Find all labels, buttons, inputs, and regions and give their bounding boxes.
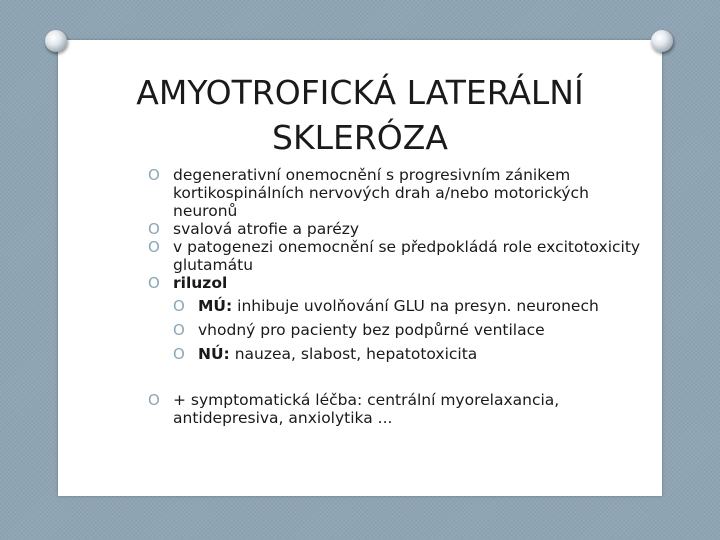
bullet-item <box>148 220 648 238</box>
slide-title <box>58 70 662 160</box>
title-line-1: AMYOTROFICKÁ LATERÁLNÍ <box>136 73 584 112</box>
bullet-marker-icon: O <box>173 345 185 363</box>
bullet-text: nauzea, slabost, hepatotoxicita <box>234 345 478 363</box>
bullet-text: + symptomatická léčba: centrální myorelaxancia, antidepresiva, anxiolytika ... <box>173 391 560 427</box>
bullet-item <box>148 391 648 427</box>
bullet-text: inhibuje uvolňování GLU na presyn. neuronech <box>237 297 599 315</box>
sub-bullet-item <box>173 297 648 315</box>
bullet-text: svalová atrofie a parézy <box>173 220 360 238</box>
title-line-2: SKLERÓZA <box>272 118 448 157</box>
bullet-item <box>148 166 648 220</box>
bullet-prefix: MÚ: <box>198 297 233 315</box>
sub-bullet-item <box>173 321 648 339</box>
bullet-marker-icon: O <box>173 321 185 339</box>
bullet-marker-icon: O <box>148 220 160 238</box>
bullet-item <box>148 274 648 292</box>
bullet-marker-icon: O <box>148 391 160 409</box>
bullet-list <box>148 166 648 427</box>
bullet-text: riluzol <box>173 274 228 292</box>
bullet-item <box>148 238 648 274</box>
bullet-marker-icon: O <box>148 238 160 256</box>
pushpin-icon <box>651 30 673 52</box>
bullet-text: vhodný pro pacienty bez podpůrné ventilace <box>198 321 545 339</box>
bullet-marker-icon: O <box>173 297 185 315</box>
pushpin-icon <box>45 30 67 52</box>
bullet-marker-icon: O <box>148 274 160 292</box>
bullet-marker-icon: O <box>148 166 160 184</box>
bullet-prefix: NÚ: <box>198 345 230 363</box>
bullet-text: degenerativní onemocnění s progresivním zánikem kortikospinálních nervových drah a/nebo motorických neuronů <box>173 166 589 220</box>
sub-bullet-item <box>173 345 648 363</box>
bullet-text: v patogenezi onemocnění se předpokládá role excitotoxicity glutamátu <box>173 238 641 274</box>
